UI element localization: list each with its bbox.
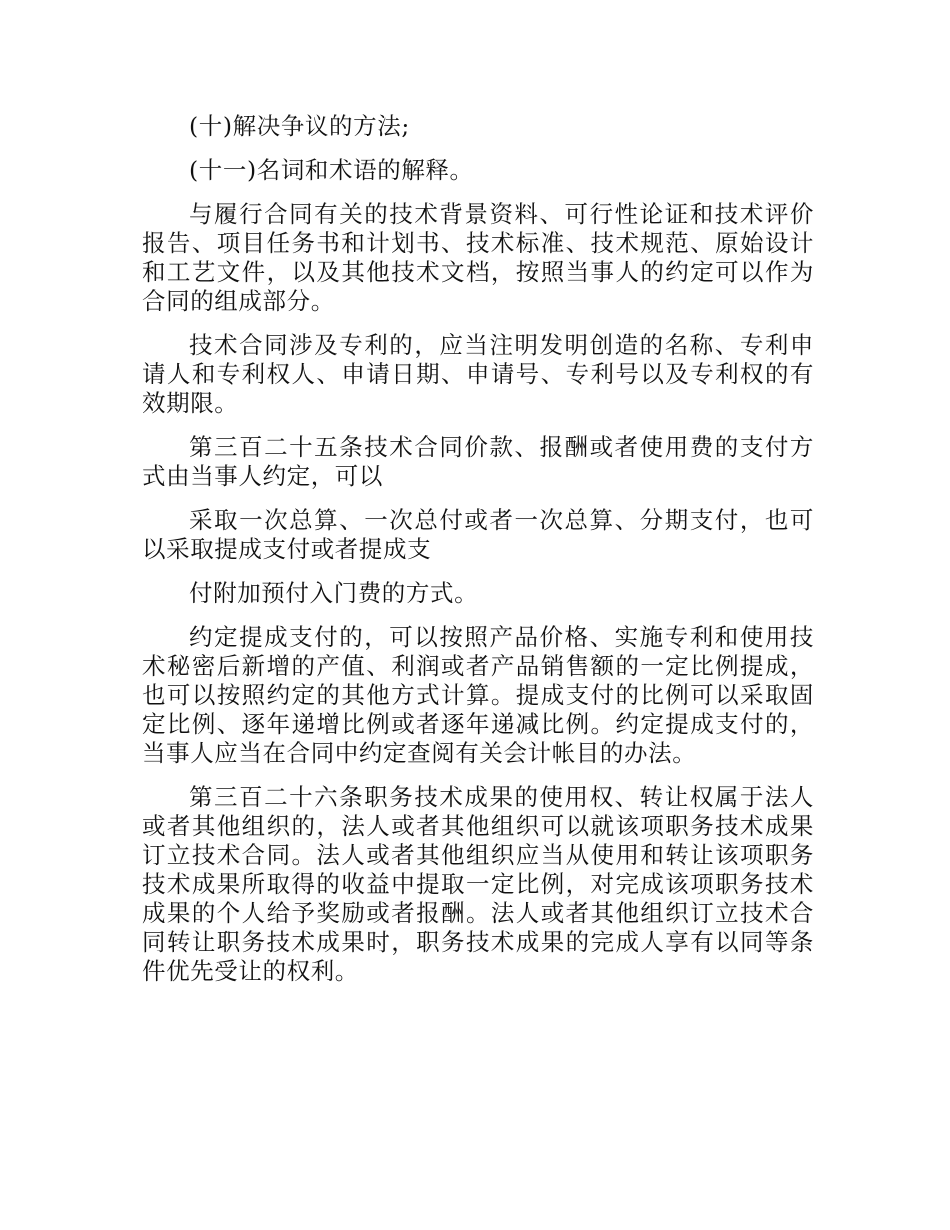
paragraph-article-325: 第三百二十五条技术合同价款、报酬或者使用费的支付方式由当事人约定，可以 — [142, 433, 814, 490]
document-page — [142, 112, 814, 1001]
paragraph-payment-methods: 采取一次总算、一次总付或者一次总算、分期支付，也可以采取提成支付或者提成支 — [142, 506, 814, 563]
paragraph-technical-documents: 与履行合同有关的技术背景资料、可行性论证和技术评价报告、项目任务书和计划书、技术标准、技术规范、原始设计和工艺文件，以及其他技术文档，按照当事人的约定可以作为合同的组成部分。 — [142, 200, 814, 315]
paragraph-terms-explanation: (十一)名词和术语的解释。 — [189, 156, 474, 184]
paragraph-patent-details: 技术合同涉及专利的，应当注明发明创造的名称、专利申请人和专利权人、申请日期、申请号、专利号以及专利权的有效期限。 — [142, 331, 814, 417]
paragraph-royalty-payment: 约定提成支付的，可以按照产品价格、实施专利和使用技术秘密后新增的产值、利润或者产品销售额的一定比例提成，也可以按照约定的其他方式计算。提成支付的比例可以采取固定比例、逐年递增比例或者逐年递减比例。约定提成支付的，当事人应当在合同中约定查阅有关会计帐目的办法。 — [142, 623, 814, 767]
paragraph-entry-fee: 付附加预付入门费的方式。 — [189, 579, 479, 607]
paragraph-dispute-resolution: (十)解决争议的方法; — [189, 112, 410, 140]
paragraph-article-326: 第三百二十六条职务技术成果的使用权、转让权属于法人或者其他组织的，法人或者其他组织可以就该项职务技术成果订立技术合同。法人或者其他组织应当从使用和转让该项职务技术成果所取得的收益中提取一定比例，对完成该项职务技术成果的个人给予奖励或者报酬。法人或者其他组织订立技术合同转让职务技术成果时，职务技术成果的完成人享有以同等条件优先受让的权利。 — [142, 783, 814, 985]
